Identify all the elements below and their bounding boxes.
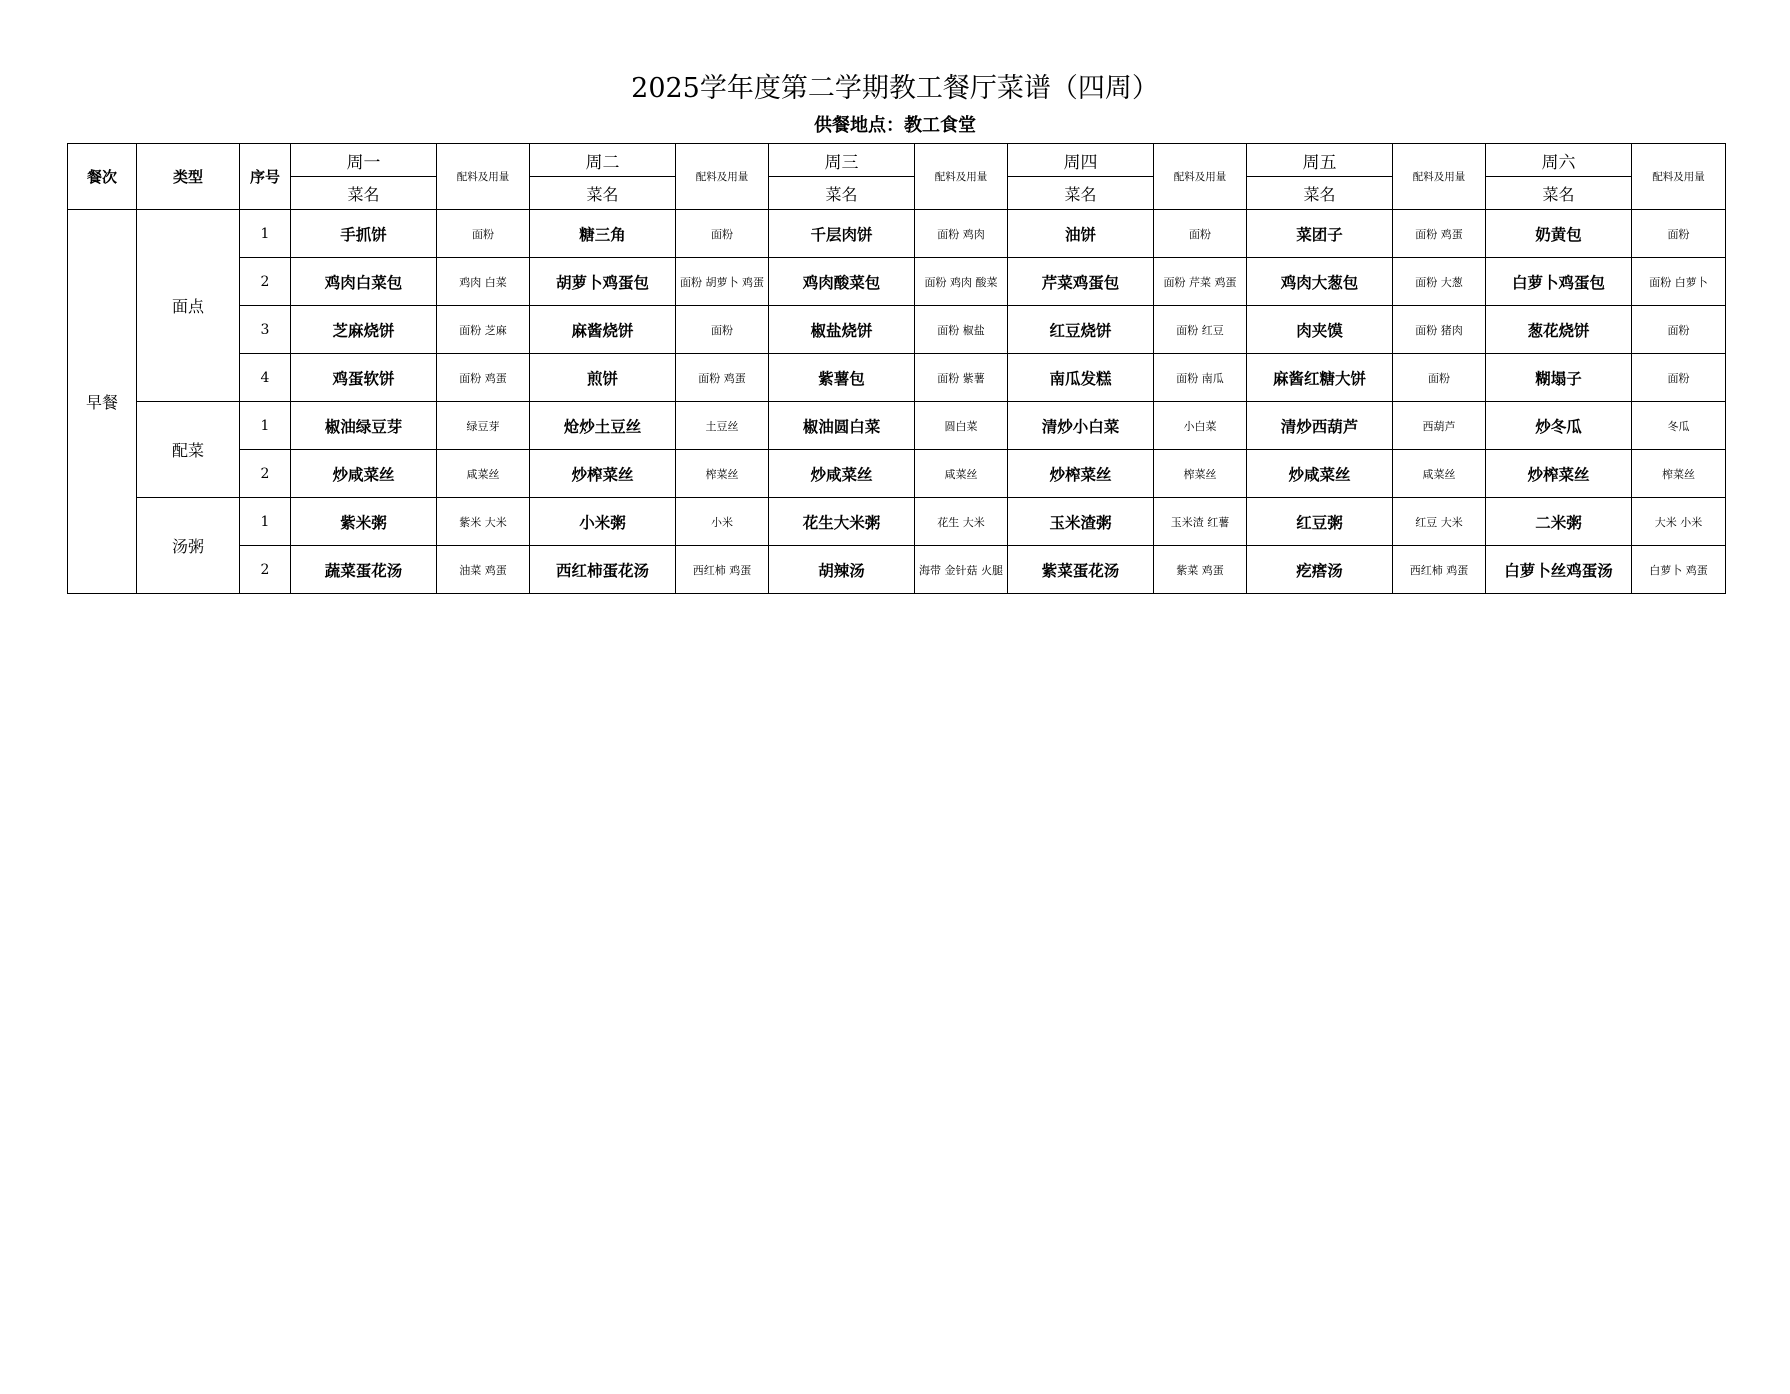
header-day-fri: 周五 bbox=[1247, 144, 1393, 177]
ingredient-cell: 面粉 白萝卜 bbox=[1632, 258, 1726, 306]
dish-cell: 鸡肉大葱包 bbox=[1247, 258, 1393, 306]
ingredient-cell: 榨菜丝 bbox=[676, 450, 769, 498]
ingredient-cell: 面粉 鸡肉 酸菜 bbox=[915, 258, 1008, 306]
header-ingredients: 配料及用量 bbox=[676, 144, 769, 210]
ingredient-cell: 面粉 bbox=[676, 210, 769, 258]
ingredient-cell: 面粉 芹菜 鸡蛋 bbox=[1154, 258, 1247, 306]
ingredient-cell: 西红柿 鸡蛋 bbox=[1393, 546, 1486, 594]
ingredient-cell: 紫菜 鸡蛋 bbox=[1154, 546, 1247, 594]
seq-cell: 2 bbox=[240, 450, 291, 498]
ingredient-cell: 面粉 南瓜 bbox=[1154, 354, 1247, 402]
type-cell: 面点 bbox=[137, 210, 240, 402]
dish-cell: 糖三角 bbox=[530, 210, 676, 258]
dish-cell: 炒榨菜丝 bbox=[1486, 450, 1632, 498]
ingredient-cell: 榨菜丝 bbox=[1632, 450, 1726, 498]
ingredient-cell: 西红柿 鸡蛋 bbox=[676, 546, 769, 594]
ingredient-cell: 圆白菜 bbox=[915, 402, 1008, 450]
header-dish: 菜名 bbox=[291, 177, 437, 210]
ingredient-cell: 油菜 鸡蛋 bbox=[437, 546, 530, 594]
ingredient-cell: 面粉 bbox=[676, 306, 769, 354]
ingredient-cell: 面粉 鸡蛋 bbox=[676, 354, 769, 402]
dish-cell: 炒咸菜丝 bbox=[769, 450, 915, 498]
table-row bbox=[68, 354, 1726, 402]
ingredient-cell: 面粉 猪肉 bbox=[1393, 306, 1486, 354]
dish-cell: 小米粥 bbox=[530, 498, 676, 546]
ingredient-cell: 土豆丝 bbox=[676, 402, 769, 450]
ingredient-cell: 咸菜丝 bbox=[915, 450, 1008, 498]
header-dish: 菜名 bbox=[1008, 177, 1154, 210]
table-row bbox=[68, 498, 1726, 546]
ingredient-cell: 咸菜丝 bbox=[1393, 450, 1486, 498]
ingredient-cell: 面粉 bbox=[1393, 354, 1486, 402]
table-row bbox=[68, 210, 1726, 258]
header-day-wed: 周三 bbox=[769, 144, 915, 177]
header-ingredients: 配料及用量 bbox=[915, 144, 1008, 210]
dish-cell: 油饼 bbox=[1008, 210, 1154, 258]
dish-cell: 糊塌子 bbox=[1486, 354, 1632, 402]
ingredient-cell: 面粉 大葱 bbox=[1393, 258, 1486, 306]
table-row bbox=[68, 402, 1726, 450]
dish-cell: 炒冬瓜 bbox=[1486, 402, 1632, 450]
menu-table bbox=[67, 143, 1726, 594]
table-row bbox=[68, 546, 1726, 594]
ingredient-cell: 西葫芦 bbox=[1393, 402, 1486, 450]
dish-cell: 蔬菜蛋花汤 bbox=[291, 546, 437, 594]
ingredient-cell: 面粉 鸡蛋 bbox=[437, 354, 530, 402]
ingredient-cell: 面粉 鸡蛋 bbox=[1393, 210, 1486, 258]
dish-cell: 紫菜蛋花汤 bbox=[1008, 546, 1154, 594]
seq-cell: 1 bbox=[240, 402, 291, 450]
dish-cell: 椒油圆白菜 bbox=[769, 402, 915, 450]
ingredient-cell: 白萝卜 鸡蛋 bbox=[1632, 546, 1726, 594]
ingredient-cell: 大米 小米 bbox=[1632, 498, 1726, 546]
dish-cell: 胡辣汤 bbox=[769, 546, 915, 594]
dish-cell: 紫米粥 bbox=[291, 498, 437, 546]
ingredient-cell: 海带 金针菇 火腿 bbox=[915, 546, 1008, 594]
dish-cell: 炒咸菜丝 bbox=[291, 450, 437, 498]
header-dish: 菜名 bbox=[769, 177, 915, 210]
dish-cell: 肉夹馍 bbox=[1247, 306, 1393, 354]
seq-cell: 4 bbox=[240, 354, 291, 402]
dish-cell: 菜团子 bbox=[1247, 210, 1393, 258]
header-ingredients: 配料及用量 bbox=[1632, 144, 1726, 210]
dish-cell: 玉米渣粥 bbox=[1008, 498, 1154, 546]
dish-cell: 芝麻烧饼 bbox=[291, 306, 437, 354]
dish-cell: 炝炒土豆丝 bbox=[530, 402, 676, 450]
dish-cell: 花生大米粥 bbox=[769, 498, 915, 546]
ingredient-cell: 紫米 大米 bbox=[437, 498, 530, 546]
type-cell: 汤粥 bbox=[137, 498, 240, 594]
header-dish: 菜名 bbox=[1247, 177, 1393, 210]
ingredient-cell: 小白菜 bbox=[1154, 402, 1247, 450]
seq-cell: 1 bbox=[240, 210, 291, 258]
table-row bbox=[68, 258, 1726, 306]
dish-cell: 清炒西葫芦 bbox=[1247, 402, 1393, 450]
ingredient-cell: 小米 bbox=[676, 498, 769, 546]
dish-cell: 鸡蛋软饼 bbox=[291, 354, 437, 402]
ingredient-cell: 面粉 椒盐 bbox=[915, 306, 1008, 354]
dish-cell: 麻酱红糖大饼 bbox=[1247, 354, 1393, 402]
dish-cell: 清炒小白菜 bbox=[1008, 402, 1154, 450]
page-subtitle: 供餐地点：教工食堂 bbox=[814, 115, 976, 136]
dish-cell: 鸡肉白菜包 bbox=[291, 258, 437, 306]
dish-cell: 疙瘩汤 bbox=[1247, 546, 1393, 594]
header-day-sat: 周六 bbox=[1486, 144, 1632, 177]
dish-cell: 煎饼 bbox=[530, 354, 676, 402]
header-day-tue: 周二 bbox=[530, 144, 676, 177]
dish-cell: 炒榨菜丝 bbox=[1008, 450, 1154, 498]
dish-cell: 二米粥 bbox=[1486, 498, 1632, 546]
dish-cell: 紫薯包 bbox=[769, 354, 915, 402]
ingredient-cell: 面粉 鸡肉 bbox=[915, 210, 1008, 258]
dish-cell: 椒油绿豆芽 bbox=[291, 402, 437, 450]
dish-cell: 芹菜鸡蛋包 bbox=[1008, 258, 1154, 306]
ingredient-cell: 面粉 bbox=[1632, 306, 1726, 354]
dish-cell: 白萝卜鸡蛋包 bbox=[1486, 258, 1632, 306]
table-row bbox=[68, 450, 1726, 498]
header-type: 类型 bbox=[137, 144, 240, 210]
header-ingredients: 配料及用量 bbox=[437, 144, 530, 210]
dish-cell: 红豆粥 bbox=[1247, 498, 1393, 546]
dish-cell: 红豆烧饼 bbox=[1008, 306, 1154, 354]
dish-cell: 奶黄包 bbox=[1486, 210, 1632, 258]
dish-cell: 椒盐烧饼 bbox=[769, 306, 915, 354]
header-dish: 菜名 bbox=[1486, 177, 1632, 210]
ingredient-cell: 面粉 胡萝卜 鸡蛋 bbox=[676, 258, 769, 306]
seq-cell: 2 bbox=[240, 546, 291, 594]
dish-cell: 炒咸菜丝 bbox=[1247, 450, 1393, 498]
dish-cell: 胡萝卜鸡蛋包 bbox=[530, 258, 676, 306]
ingredient-cell: 鸡肉 白菜 bbox=[437, 258, 530, 306]
ingredient-cell: 榨菜丝 bbox=[1154, 450, 1247, 498]
ingredient-cell: 面粉 芝麻 bbox=[437, 306, 530, 354]
dish-cell: 鸡肉酸菜包 bbox=[769, 258, 915, 306]
ingredient-cell: 面粉 bbox=[1154, 210, 1247, 258]
type-cell: 配菜 bbox=[137, 402, 240, 498]
ingredient-cell: 面粉 红豆 bbox=[1154, 306, 1247, 354]
header-ingredients: 配料及用量 bbox=[1154, 144, 1247, 210]
dish-cell: 炒榨菜丝 bbox=[530, 450, 676, 498]
dish-cell: 手抓饼 bbox=[291, 210, 437, 258]
ingredient-cell: 绿豆芽 bbox=[437, 402, 530, 450]
dish-cell: 西红柿蛋花汤 bbox=[530, 546, 676, 594]
header-ingredients: 配料及用量 bbox=[1393, 144, 1486, 210]
seq-cell: 3 bbox=[240, 306, 291, 354]
header-seq: 序号 bbox=[240, 144, 291, 210]
dish-cell: 白萝卜丝鸡蛋汤 bbox=[1486, 546, 1632, 594]
dish-cell: 麻酱烧饼 bbox=[530, 306, 676, 354]
ingredient-cell: 面粉 bbox=[1632, 210, 1726, 258]
seq-cell: 1 bbox=[240, 498, 291, 546]
ingredient-cell: 面粉 bbox=[1632, 354, 1726, 402]
dish-cell: 南瓜发糕 bbox=[1008, 354, 1154, 402]
table-row bbox=[68, 306, 1726, 354]
dish-cell: 千层肉饼 bbox=[769, 210, 915, 258]
header-day-mon: 周一 bbox=[291, 144, 437, 177]
header-dish: 菜名 bbox=[530, 177, 676, 210]
ingredient-cell: 红豆 大米 bbox=[1393, 498, 1486, 546]
seq-cell: 2 bbox=[240, 258, 291, 306]
dish-cell: 葱花烧饼 bbox=[1486, 306, 1632, 354]
page-title: 2025学年度第二学期教工餐厅菜谱（四周） bbox=[631, 73, 1159, 104]
ingredient-cell: 花生 大米 bbox=[915, 498, 1008, 546]
ingredient-cell: 玉米渣 红薯 bbox=[1154, 498, 1247, 546]
ingredient-cell: 面粉 紫薯 bbox=[915, 354, 1008, 402]
ingredient-cell: 面粉 bbox=[437, 210, 530, 258]
header-day-thu: 周四 bbox=[1008, 144, 1154, 177]
ingredient-cell: 冬瓜 bbox=[1632, 402, 1726, 450]
meal-cell: 早餐 bbox=[68, 210, 137, 594]
header-meal: 餐次 bbox=[68, 144, 137, 210]
ingredient-cell: 咸菜丝 bbox=[437, 450, 530, 498]
